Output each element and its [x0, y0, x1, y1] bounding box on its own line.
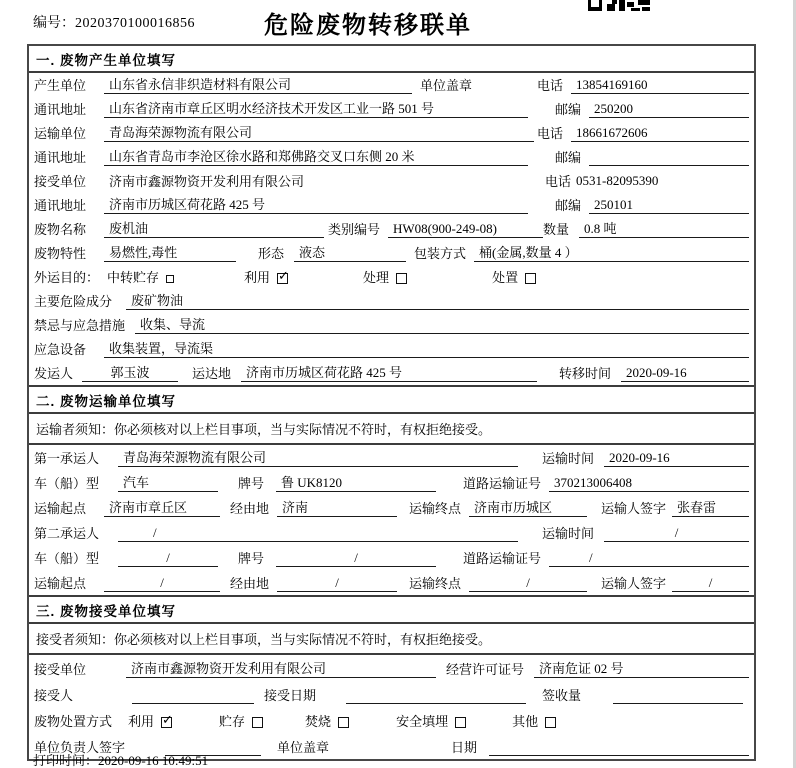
permit1-value: 370213006408 — [549, 475, 749, 492]
purpose-option-treat — [363, 267, 407, 289]
license-value: 济南危证 02 号 — [534, 658, 749, 678]
carrier1-label: 第一承运人 — [34, 451, 100, 466]
row-transporter-address — [29, 145, 754, 169]
carrier2-label: 第二承运人 — [34, 526, 100, 541]
receiver-label: 接受单位 — [34, 174, 87, 189]
amount-value — [613, 687, 743, 704]
accept-person-value — [132, 687, 254, 704]
purpose-option-storage — [107, 267, 174, 289]
vehicle1-label: 车（船）型 — [34, 476, 100, 491]
waste-property-value: 易燃性,毒性 — [104, 242, 236, 262]
receiver-value: 济南市鑫源物资开发利用有限公司 — [109, 174, 305, 189]
checkbox-icon — [525, 273, 536, 284]
row-transport-unit — [29, 121, 754, 145]
option-label: 处理 — [363, 270, 390, 285]
row-carrier2 — [29, 520, 754, 545]
checkbox-icon — [545, 717, 556, 728]
via2-label: 经由地 — [230, 576, 270, 591]
end1-label: 运输终点 — [409, 501, 462, 516]
transporter-zip-value — [589, 149, 749, 166]
producer-label: 产生单位 — [34, 78, 87, 93]
via1-value: 济南 — [277, 497, 397, 517]
category-value: HW08(900-249-08) — [388, 221, 543, 238]
form-state-label: 形态 — [258, 246, 285, 261]
plate1-label: 牌号 — [238, 476, 265, 491]
option-label: 利用 — [128, 714, 155, 729]
row-disposal-method — [29, 707, 754, 733]
packing-value: 桶(金属,数量 4 ） — [474, 242, 749, 262]
option-label: 焚烧 — [305, 714, 332, 729]
producer-zip-value: 250200 — [589, 101, 749, 118]
receiver-zip-value: 250101 — [589, 197, 749, 214]
disposal-option-landfill — [396, 711, 466, 733]
unit-stamp-label: 单位盖章 — [420, 78, 473, 93]
sender-label: 发运人 — [34, 366, 74, 381]
producer-phone-value: 13854169160 — [571, 77, 749, 94]
section2-header: 二. 废物运输单位填写 — [29, 387, 754, 414]
row-vehicle1 — [29, 470, 754, 495]
transporter-phone-value: 18661672606 — [571, 125, 749, 142]
via1-label: 经由地 — [230, 501, 270, 516]
producer-value: 山东省永信非织造材料有限公司 — [104, 74, 412, 94]
transfer-time-label: 转移时间 — [558, 366, 611, 381]
carrier1-time-label: 运输时间 — [541, 451, 594, 466]
origin1-value: 济南市章丘区 — [104, 497, 220, 517]
receiver-phone-value: 0531-82095390 — [576, 173, 659, 188]
row-emergency-measures — [29, 313, 754, 337]
end2-value: / — [469, 575, 587, 592]
sign1-value: 张春雷 — [672, 497, 749, 517]
row-waste-property — [29, 241, 754, 265]
plate1-value: 鲁 UK8120 — [276, 472, 436, 492]
emergency-measures-label: 禁忌与应急措施 — [34, 318, 126, 333]
purpose-label: 外运目的： — [34, 270, 100, 285]
emergency-equipment-value: 收集装置，导流渠 — [104, 338, 749, 358]
disposal-option-store — [219, 711, 263, 733]
checkbox-icon — [277, 273, 288, 284]
sign-date-label: 日期 — [451, 740, 478, 755]
quantity-value: 0.8 吨 — [579, 218, 749, 238]
checkbox-icon — [252, 717, 263, 728]
row-dispatch — [29, 361, 754, 385]
row-route2 — [29, 570, 754, 595]
quantity-label: 数量 — [543, 222, 570, 237]
row-main-hazard — [29, 289, 754, 313]
producer-address-label: 通讯地址 — [34, 102, 87, 117]
purpose-option-utilize — [244, 267, 288, 289]
transport-notice: 运输者须知：你必须核对以上栏目事项，当与实际情况不符时，有权拒绝接受。 — [29, 414, 754, 445]
carrier2-value: / — [118, 525, 518, 542]
permit1-label: 道路运输证号 — [462, 476, 541, 491]
vehicle2-value: / — [118, 550, 218, 567]
receiver-address-label: 通讯地址 — [34, 198, 87, 213]
origin2-value: / — [104, 575, 220, 592]
section-producer — [29, 46, 754, 385]
form-state-value: 液态 — [294, 242, 406, 262]
section-receive — [29, 595, 754, 759]
disposal-option-incinerate — [305, 711, 349, 733]
receiver-zip-label: 邮编 — [554, 198, 581, 213]
option-label: 利用 — [244, 270, 271, 285]
waste-name-value: 废机油 — [104, 218, 324, 238]
packing-label: 包装方式 — [414, 246, 467, 261]
form-title: 危险废物转移联单 — [264, 12, 472, 39]
unit-stamp-label-s3: 单位盖章 — [277, 740, 330, 755]
checkbox-icon — [338, 717, 349, 728]
main-hazard-label: 主要危险成分 — [34, 294, 113, 309]
row-emergency-equipment — [29, 337, 754, 361]
row-carrier1 — [29, 445, 754, 470]
row-receiver-unit-s3 — [29, 655, 754, 681]
accept-date-label: 接受日期 — [264, 688, 317, 703]
option-label: 安全填埋 — [396, 714, 449, 729]
sign2-value: / — [672, 575, 749, 592]
plate2-value: / — [276, 550, 436, 567]
origin2-label: 运输起点 — [34, 576, 87, 591]
permit2-value: / — [549, 550, 749, 567]
carrier2-time-label: 运输时间 — [541, 526, 594, 541]
print-timestamp: 打印时间：2020-09-16 10:49:51 — [33, 753, 209, 768]
vehicle1-value: 汽车 — [118, 472, 218, 492]
end1-value: 济南市历城区 — [469, 497, 587, 517]
disposal-option-utilize — [128, 711, 172, 733]
carrier1-time-value: 2020-09-16 — [604, 450, 749, 467]
checkbox-icon — [455, 717, 466, 728]
sign2-label: 运输人签字 — [601, 576, 667, 591]
disposal-option-other — [512, 711, 556, 733]
serial-label: 编号： — [33, 16, 75, 31]
category-label: 类别编号 — [328, 222, 381, 237]
destination-value: 济南市历城区荷花路 425 号 — [241, 362, 537, 382]
carrier2-time-value: / — [604, 525, 749, 542]
origin1-label: 运输起点 — [34, 501, 87, 516]
emergency-equipment-label: 应急设备 — [34, 342, 87, 357]
transporter-zip-label: 邮编 — [554, 150, 581, 165]
plate2-label: 牌号 — [238, 551, 265, 566]
end2-label: 运输终点 — [409, 576, 462, 591]
transporter-address-label: 通讯地址 — [34, 150, 87, 165]
permit2-label: 道路运输证号 — [462, 551, 541, 566]
main-hazard-value: 废矿物油 — [126, 290, 749, 310]
transporter-address-value: 山东省青岛市李沧区徐水路和郑佛路交叉口东侧 20 米 — [104, 146, 528, 166]
producer-phone-label: 电话 — [536, 78, 563, 93]
row-producer-address — [29, 97, 754, 121]
carrier1-value: 青岛海荣源物流有限公司 — [118, 447, 518, 467]
row-producer-unit — [29, 73, 754, 97]
waste-property-label: 废物特性 — [34, 246, 87, 261]
option-label: 处置 — [492, 270, 519, 285]
receiver-phone-label: 电话 — [544, 174, 571, 189]
transfer-time-value: 2020-09-16 — [621, 365, 749, 382]
amount-label: 签收量 — [542, 688, 582, 703]
destination-label: 运达地 — [192, 366, 232, 381]
option-label: 中转贮存 — [107, 270, 160, 285]
vehicle2-label: 车（船）型 — [34, 551, 100, 566]
license-label: 经营许可证号 — [446, 662, 525, 677]
disposal-label: 废物处置方式 — [34, 714, 113, 729]
producer-zip-label: 邮编 — [554, 102, 581, 117]
serial-number: 2020370100016856 — [75, 16, 195, 31]
row-receiver-unit — [29, 169, 754, 193]
via2-value: / — [277, 575, 397, 592]
row-receiver-address — [29, 193, 754, 217]
row-vehicle2 — [29, 545, 754, 570]
section1-header: 一. 废物产生单位填写 — [29, 46, 754, 73]
purpose-option-dispose — [492, 267, 536, 289]
waste-name-label: 废物名称 — [34, 222, 87, 237]
receive-notice: 接受者须知：你必须核对以上栏目事项，当与实际情况不符时，有权拒绝接受。 — [29, 624, 754, 655]
checkbox-icon — [166, 275, 174, 283]
form-table — [27, 44, 756, 761]
emergency-measures-value: 收集、导流 — [135, 314, 749, 334]
transporter-phone-label: 电话 — [536, 126, 563, 141]
row-route1 — [29, 495, 754, 520]
receiver-address-value: 济南市历城区荷花路 425 号 — [104, 194, 528, 214]
option-label: 贮存 — [219, 714, 246, 729]
section-transport — [29, 385, 754, 595]
section3-header: 三. 废物接受单位填写 — [29, 597, 754, 624]
transporter-label: 运输单位 — [34, 126, 87, 141]
row-transfer-purpose — [29, 265, 754, 289]
sign-date-value — [489, 739, 749, 756]
option-label: 其他 — [512, 714, 539, 729]
manager-sign-label: 单位负责人签字 — [34, 740, 126, 755]
row-acceptance — [29, 681, 754, 707]
accept-date-value — [346, 687, 526, 704]
checkbox-icon — [161, 717, 172, 728]
sign1-label: 运输人签字 — [601, 501, 667, 516]
producer-address-value: 山东省济南市章丘区明水经济技术开发区工业一路 501 号 — [104, 98, 528, 118]
qr-code-fragment — [588, 0, 652, 11]
transporter-value: 青岛海荣源物流有限公司 — [104, 122, 534, 142]
row-waste-name — [29, 217, 754, 241]
checkbox-icon — [396, 273, 407, 284]
receive-unit-value: 济南市鑫源物资开发利用有限公司 — [126, 658, 436, 678]
accept-person-label: 接受人 — [34, 688, 74, 703]
receive-unit-label: 接受单位 — [34, 662, 87, 677]
sender-value: 郭玉波 — [82, 362, 178, 382]
